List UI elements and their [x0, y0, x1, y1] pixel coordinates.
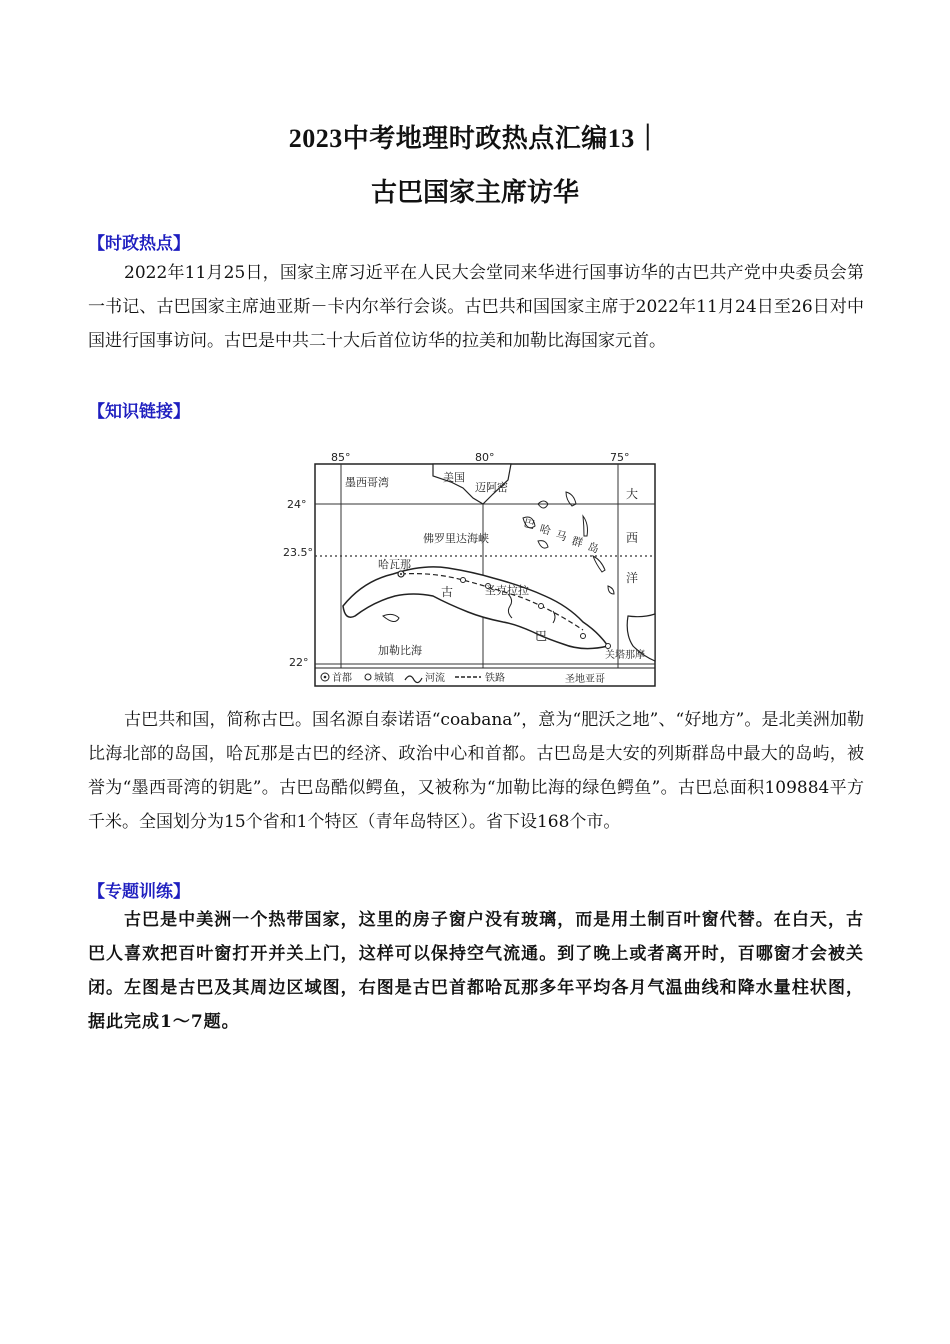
cuba-island — [343, 567, 608, 649]
map-label-guantanamo: 关塔那摩 — [605, 650, 645, 661]
map-label-cuba-gu: 古 — [441, 585, 454, 599]
cuba-map — [283, 446, 663, 694]
town-marker — [461, 578, 466, 583]
lon-label: 80° — [475, 451, 495, 464]
isla-juventud — [383, 614, 399, 621]
section-heading-training: 【专题训练】 — [88, 882, 190, 902]
map-label-caribbean: 加勒比海 — [378, 644, 422, 657]
town-marker — [539, 604, 544, 609]
guantanamo-marker — [606, 644, 611, 649]
map-label-bahamas: 岛 — [586, 540, 601, 556]
lat-label: 23.5° — [283, 546, 313, 559]
bahamas-island — [583, 516, 588, 536]
map-label-atlantic: 西 — [626, 531, 639, 545]
lat-label: 22° — [289, 656, 309, 669]
map-label-bahamas: 巴 — [522, 516, 537, 532]
map-label-bahamas: 群 — [570, 534, 585, 550]
legend-town: 城镇 — [374, 673, 394, 684]
paragraph-hot-topic: 2022年11月25日，国家主席习近平在人民大会堂同来华进行国事访华的古巴共产党中央委员会第一书记、古巴国家主席迪亚斯－卡内尔举行会谈。古巴共和国国家主席于2022年11月24日至26日对中国进行国事访问。古巴是中共二十大后首位访华的拉美和加勒比海国家元首。 — [88, 263, 864, 351]
legend-town-icon — [365, 674, 371, 680]
map-label-florida-strait: 佛罗里达海峡 — [423, 532, 489, 545]
map-label-atlantic: 大 — [626, 487, 639, 501]
paragraph-training: 古巴是中美洲一个热带国家，这里的房子窗户没有玻璃，而是用土制百叶窗代替。在白天，古巴人喜欢把百叶窗打开并关上门，这样可以保持空气流通。到了晚上或者离开时，百哪窗才会被关闭。左图是古巴及其周边区域图，右图是古巴首都哈瓦那多年平均各月气温曲线和降水量柱状图，据此完成1～7题。 — [88, 910, 864, 1032]
lat-label: 24° — [287, 498, 307, 511]
map-label-cuba-ba: 巴 — [535, 629, 548, 643]
bahamas-island — [538, 541, 548, 549]
section-heading-knowledge: 【知识链接】 — [88, 402, 190, 422]
title-line-1: 2023中考地理时政热点汇编13｜ — [288, 124, 662, 153]
lon-label: 75° — [610, 451, 630, 464]
map-label-havana: 哈瓦那 — [378, 558, 411, 571]
map-label-bahamas: 马 — [554, 528, 569, 544]
map-label-usa: 美国 — [443, 471, 465, 484]
lon-label: 85° — [331, 451, 351, 464]
legend-river: 河流 — [425, 673, 445, 684]
legend-river-icon — [405, 676, 422, 683]
legend-railway: 铁路 — [485, 673, 505, 684]
map-label-bahamas: 哈 — [538, 522, 553, 538]
map-label-santiago: 圣地亚哥 — [565, 674, 605, 685]
santiago-marker — [581, 634, 586, 639]
title-line-2: 古巴国家主席访华 — [370, 178, 579, 208]
map-label-atlantic: 洋 — [626, 571, 639, 585]
map-label-miami: 迈阿密 — [475, 481, 508, 494]
map-label-gulf-of-mexico: 墨西哥湾 — [345, 476, 389, 489]
bahamas-island — [593, 556, 605, 572]
section-heading-hot-topic: 【时政热点】 — [88, 234, 190, 254]
bahamas-island — [608, 586, 614, 594]
legend-capital: 首都 — [332, 673, 352, 684]
map-label-santa-clara: 圣克拉拉 — [485, 584, 529, 597]
paragraph-knowledge: 古巴共和国，简称古巴。国名源自泰诺语“coabana”，意为“肥沃之地”、“好地方”。是北美洲加勒比海北部的岛国，哈瓦那是古巴的经济、政治中心和首都。古巴岛是大安的列斯群岛中最大的岛屿，被誉为“墨西哥湾的钥匙”。古巴岛酷似鳄鱼，又被称为“加勒比海的绿色鳄鱼”。古巴总面积109884平方千米。全国划分为15个省和1个特区（青年岛特区）。省下设168个市。 — [88, 710, 864, 832]
